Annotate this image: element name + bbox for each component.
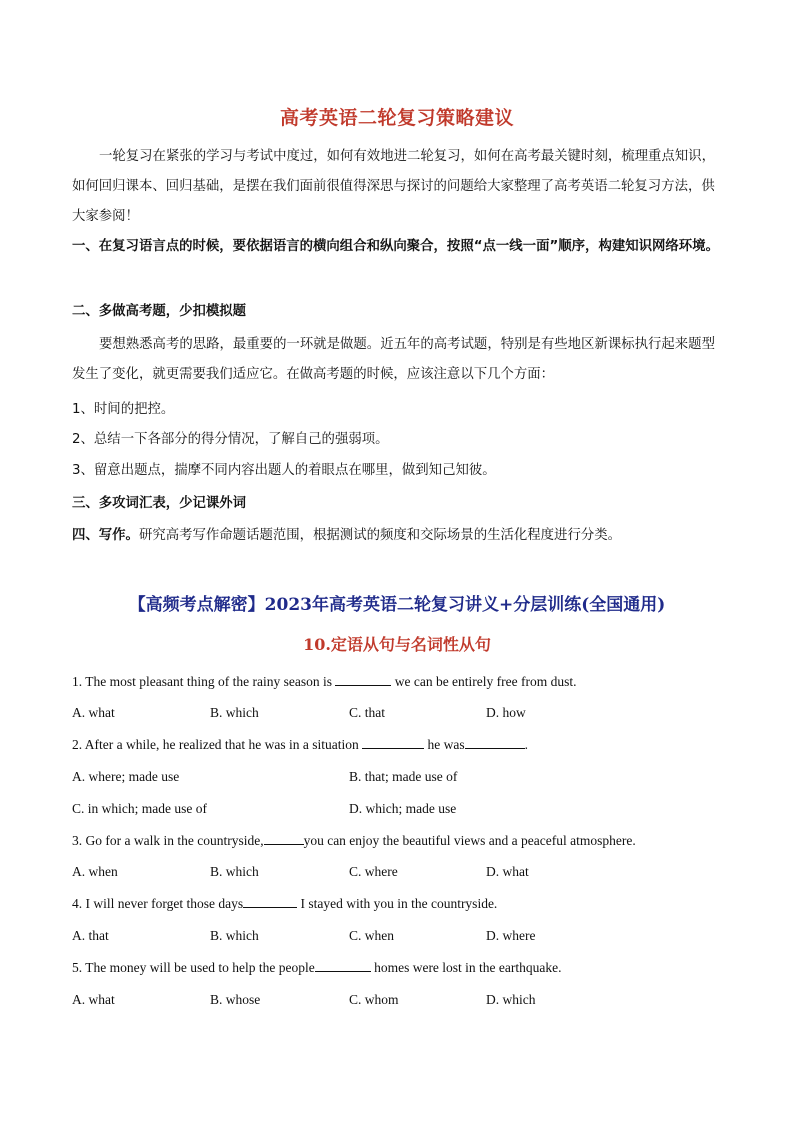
question-text: homes were lost in the earthquake. bbox=[370, 960, 562, 975]
document-title: 高考英语二轮复习策略建议 bbox=[279, 107, 514, 129]
option-c[interactable]: C. that bbox=[349, 705, 385, 720]
question-2 bbox=[72, 736, 732, 754]
option-d[interactable]: D. which; made use bbox=[349, 801, 457, 816]
option-c[interactable]: C. where bbox=[349, 864, 398, 879]
option-a[interactable]: A. that bbox=[72, 928, 109, 943]
section-4-body: 研究高考写作命题话题范围，根据测试的频度和交际场景的生活化程度进行分类。 bbox=[138, 528, 622, 543]
question-3 bbox=[72, 832, 732, 850]
question-5-options bbox=[72, 991, 732, 1009]
point-3: 3、留意出题点，揣摩不同内容出题人的着眼点在哪里，做到知己知彼。 bbox=[72, 463, 496, 478]
option-d[interactable]: D. which bbox=[486, 992, 536, 1007]
option-a[interactable]: A. where; made use bbox=[72, 769, 180, 784]
question-4-options bbox=[72, 927, 732, 945]
question-text: 3. Go for a walk in the countryside, bbox=[72, 833, 264, 848]
intro-paragraph: 一轮复习在紧张的学习与考试中度过，如何有效地进二轮复习，如何在高考最关键时刻，梳理重点知识，如何回归课本、回归基础，是摆在我们面前很值得深思与探讨的问题给大家整理了高考英语二轮复习方法，供大家参阅！ bbox=[72, 149, 715, 224]
question-4 bbox=[72, 895, 732, 913]
option-d[interactable]: D. where bbox=[486, 928, 536, 943]
option-d[interactable]: D. what bbox=[486, 864, 529, 879]
section-2-body: 要想熟悉高考的思路，最重要的一环就是做题。近五年的高考试题，特别是有些地区新课标执行起来题型发生了变化，就更需要我们适应它。在做高考题的时候，应该注意以下几个方面： bbox=[72, 337, 715, 382]
question-text: 5. The money will be used to help the people bbox=[72, 960, 315, 975]
option-c[interactable]: C. when bbox=[349, 928, 394, 943]
option-b[interactable]: B. that; made use of bbox=[349, 769, 458, 784]
section-3-heading: 三、多攻词汇表，少记课外词 bbox=[72, 496, 247, 511]
option-a[interactable]: A. what bbox=[72, 992, 115, 1007]
question-text: 2. After a while, he realized that he was in a situation bbox=[72, 737, 363, 752]
question-5 bbox=[72, 959, 732, 977]
point-1: 1、时间的把控。 bbox=[72, 402, 175, 417]
question-text: you can enjoy the beautiful views and a peaceful atmosphere. bbox=[303, 833, 636, 848]
option-d[interactable]: D. how bbox=[486, 705, 526, 720]
banner-text: 2023年高考英语二轮复习讲义+分层训练(全国通用) bbox=[264, 595, 666, 615]
question-text: I stayed with you in the countryside. bbox=[297, 896, 498, 911]
answer-blank[interactable] bbox=[465, 736, 525, 749]
section-2-heading: 二、多做高考题，少扣模拟题 bbox=[72, 304, 247, 319]
option-a[interactable]: A. what bbox=[72, 705, 115, 720]
question-text: . bbox=[524, 737, 529, 752]
question-3-options bbox=[72, 863, 732, 881]
banner-bracket-close: 】 bbox=[247, 595, 265, 615]
question-text: 4. I will never forget those days bbox=[72, 896, 244, 911]
course-banner bbox=[0, 590, 794, 615]
point-2: 2、总结一下各部分的得分情况，了解自己的强弱项。 bbox=[72, 432, 389, 447]
banner-tag: 高频考点解密 bbox=[145, 595, 248, 615]
answer-blank[interactable] bbox=[264, 832, 304, 845]
section-1-heading: 一、在复习语言点的时候，要依据语言的横向组合和纵向聚合，按照“点一线一面”顺序，构建知识网络环境。 bbox=[72, 239, 719, 254]
option-b[interactable]: B. which bbox=[210, 864, 259, 879]
question-text: 1. The most pleasant thing of the rainy season is bbox=[72, 674, 336, 689]
question-2-options-row-2 bbox=[72, 800, 732, 818]
answer-blank[interactable] bbox=[315, 959, 371, 972]
option-b[interactable]: B. which bbox=[210, 928, 259, 943]
option-c[interactable]: C. in which; made use of bbox=[72, 801, 207, 816]
question-2-options-row-1 bbox=[72, 768, 732, 786]
answer-blank[interactable] bbox=[335, 673, 391, 686]
banner-bracket-open: 【 bbox=[128, 595, 146, 615]
section-4-heading: 四、写作。 bbox=[72, 528, 139, 543]
option-b[interactable]: B. whose bbox=[210, 992, 261, 1007]
answer-blank[interactable] bbox=[362, 736, 424, 749]
question-text: we can be entirely free from dust. bbox=[391, 674, 577, 689]
section-subtitle: 10.定语从句与名词性从句 bbox=[303, 635, 491, 654]
option-c[interactable]: C. whom bbox=[349, 992, 399, 1007]
option-a[interactable]: A. when bbox=[72, 864, 118, 879]
question-text: he was bbox=[424, 737, 465, 752]
option-b[interactable]: B. which bbox=[210, 705, 259, 720]
question-1 bbox=[72, 673, 732, 691]
question-1-options bbox=[72, 704, 732, 722]
section-4 bbox=[72, 521, 722, 551]
answer-blank[interactable] bbox=[243, 895, 297, 908]
